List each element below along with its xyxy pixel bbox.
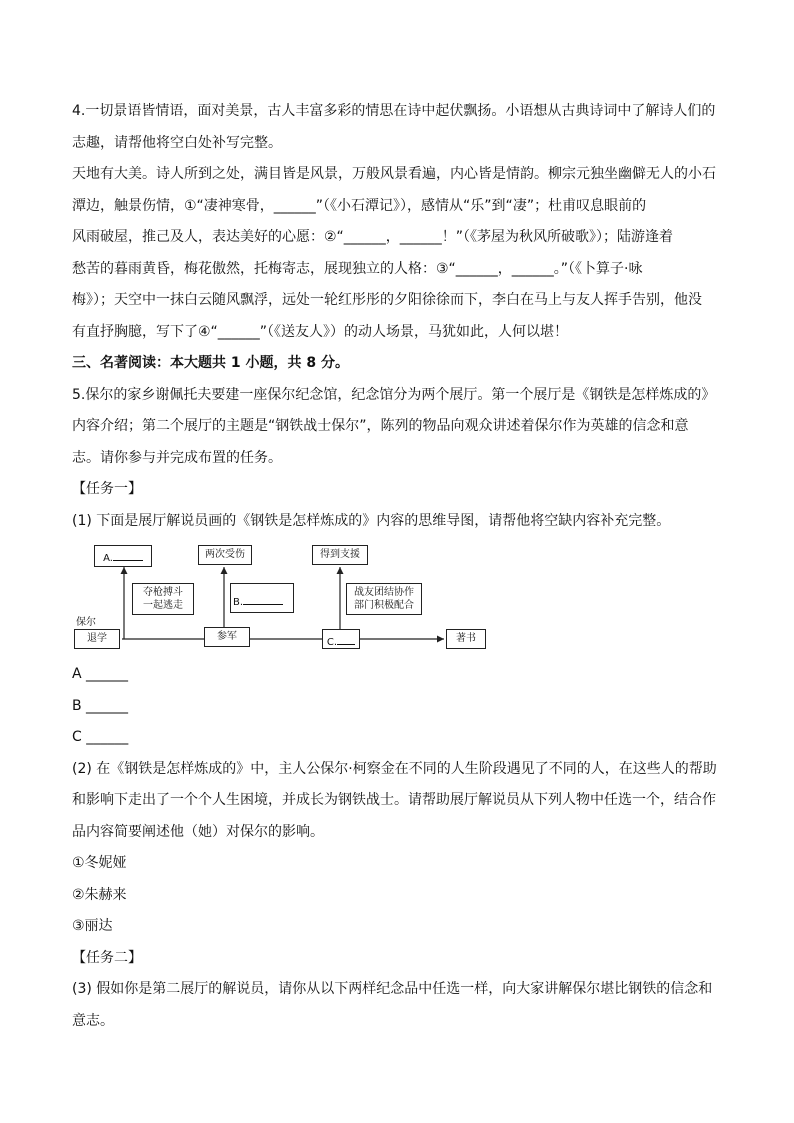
- mind-map-diagram: [72, 543, 492, 655]
- blank-c: [337, 632, 355, 645]
- box-snatch-gun: [132, 583, 194, 615]
- box-b-label: B.: [233, 597, 244, 608]
- box-join-army: 参军: [204, 627, 250, 647]
- sub-question-1: (1) 下面是展厅解说员画的《钢铁是怎样炼成的》内容的思维导图，请帮他将空缺内容补充完整。: [72, 512, 671, 529]
- box-b: [230, 583, 294, 613]
- choice-3: ③丽达: [72, 918, 113, 934]
- box-two-wounds: 两次受伤: [198, 545, 252, 565]
- choice-1: ①冬妮娅: [72, 855, 127, 871]
- exam-page: [72, 96, 724, 1037]
- box-snatch-line1: 夺枪搏斗: [143, 587, 183, 598]
- box-a-label: A.: [103, 553, 113, 564]
- q4-passage-line: 梅》）；天空中一抹白云随风飘浮，远处一轮红彤彤的夕阳徐徐而下，李白在马上与友人挥手告别，他没: [72, 292, 702, 308]
- blank-a: [113, 548, 143, 561]
- sub2-line: 和影响下走出了一个个人生困境，并成长为钢铁战士。请帮助展厅解说员从下列人物中任选一个，结合作: [72, 792, 716, 808]
- q4-passage-line: 潭边，触景伤情，①“凄神寒骨，______”（《小石潭记》），感情从“乐”到“凄”；杜甫叹息眼前的: [72, 197, 647, 214]
- q4-passage-line: 有直抒胸臆，写下了④“______”（《送友人》）的动人场景，马犹如此，人何以堪！: [72, 323, 569, 340]
- box-team-line1: 战友团结协作: [354, 587, 414, 598]
- box-dropout: 退学: [74, 629, 120, 649]
- sub2-line: 品内容简要阐述他（她）对保尔的影响。: [72, 823, 324, 840]
- box-c-label: C.: [326, 637, 338, 648]
- task1-heading: 【任务一】: [72, 481, 142, 497]
- box-teamwork: [346, 583, 422, 615]
- q4-passage-line: 天地有大美。诗人所到之处，满目皆是风景，万般风景看遍，内心皆是情韵。柳宗元独坐幽僻无人的小石: [72, 166, 716, 182]
- q5-intro-line: 志。请你参与并完成布置的任务。: [72, 449, 282, 466]
- box-team-line2: 部门积极配合: [354, 600, 414, 611]
- box-support: 得到支援: [312, 545, 368, 565]
- q4-passage: [72, 159, 724, 348]
- box-write-book: 著书: [446, 629, 486, 649]
- box-c: [322, 629, 360, 649]
- sub-question-3: [72, 974, 724, 1037]
- choice-2: ②朱赫来: [72, 886, 127, 903]
- q4-passage-line: 愁苦的暮雨黄昏，梅花傲然，托梅寄志，展现独立的人格：③“______，______。”（《卜算子·咏: [72, 260, 643, 277]
- q4-stem-line1: 4.一切景语皆情语，面对美景，古人丰富多彩的情思在诗中起伏飘扬。小语想从古典诗词中了解诗人们的: [72, 103, 716, 119]
- box-a: [94, 545, 152, 567]
- q5-intro-line: 5.保尔的家乡谢佩托夫要建一座保尔纪念馆，纪念馆分为两个展厅。第一个展厅是《钢铁是怎样炼成的》: [72, 386, 716, 403]
- q5-intro-line: 内容介绍；第二个展厅的主题是“钢铁战士保尔”，陈列的物品向观众讲述着保尔作为英雄的信念和意: [72, 418, 689, 434]
- blank-b: [243, 592, 283, 605]
- answer-a: A ______: [72, 666, 129, 682]
- label-paul: 保尔: [76, 617, 96, 628]
- answer-c: C ______: [72, 729, 129, 745]
- q4-stem-line2: 志趣，请帮他将空白处补写完整。: [72, 134, 282, 151]
- sub-question-2: [72, 754, 724, 849]
- task2-heading: 【任务二】: [72, 949, 142, 966]
- sub3-line: 意志。: [72, 1012, 114, 1029]
- answer-b: B ______: [72, 697, 129, 714]
- q5-intro: [72, 380, 724, 475]
- section3-heading-text: 三、名著阅读：本大题共 1 小题，共 8 分。: [72, 355, 349, 371]
- box-snatch-line2: 一起逃走: [143, 600, 183, 611]
- q4-passage-line: 风雨破屋，推己及人，表达美好的心愿：②“______，______！”（《茅屋为秋风所破歌》）；陆游逢着: [72, 229, 674, 245]
- sub2-line: (2) 在《钢铁是怎样炼成的》中，主人公保尔·柯察金在不同的人生阶段遇见了不同的人，在这些人的帮助: [72, 760, 717, 777]
- section3-heading: [72, 348, 724, 380]
- sub3-line: (3) 假如你是第二展厅的解说员，请你从以下两样纪念品中任选一样，向大家讲解保尔堪比钢铁的信念和: [72, 981, 713, 997]
